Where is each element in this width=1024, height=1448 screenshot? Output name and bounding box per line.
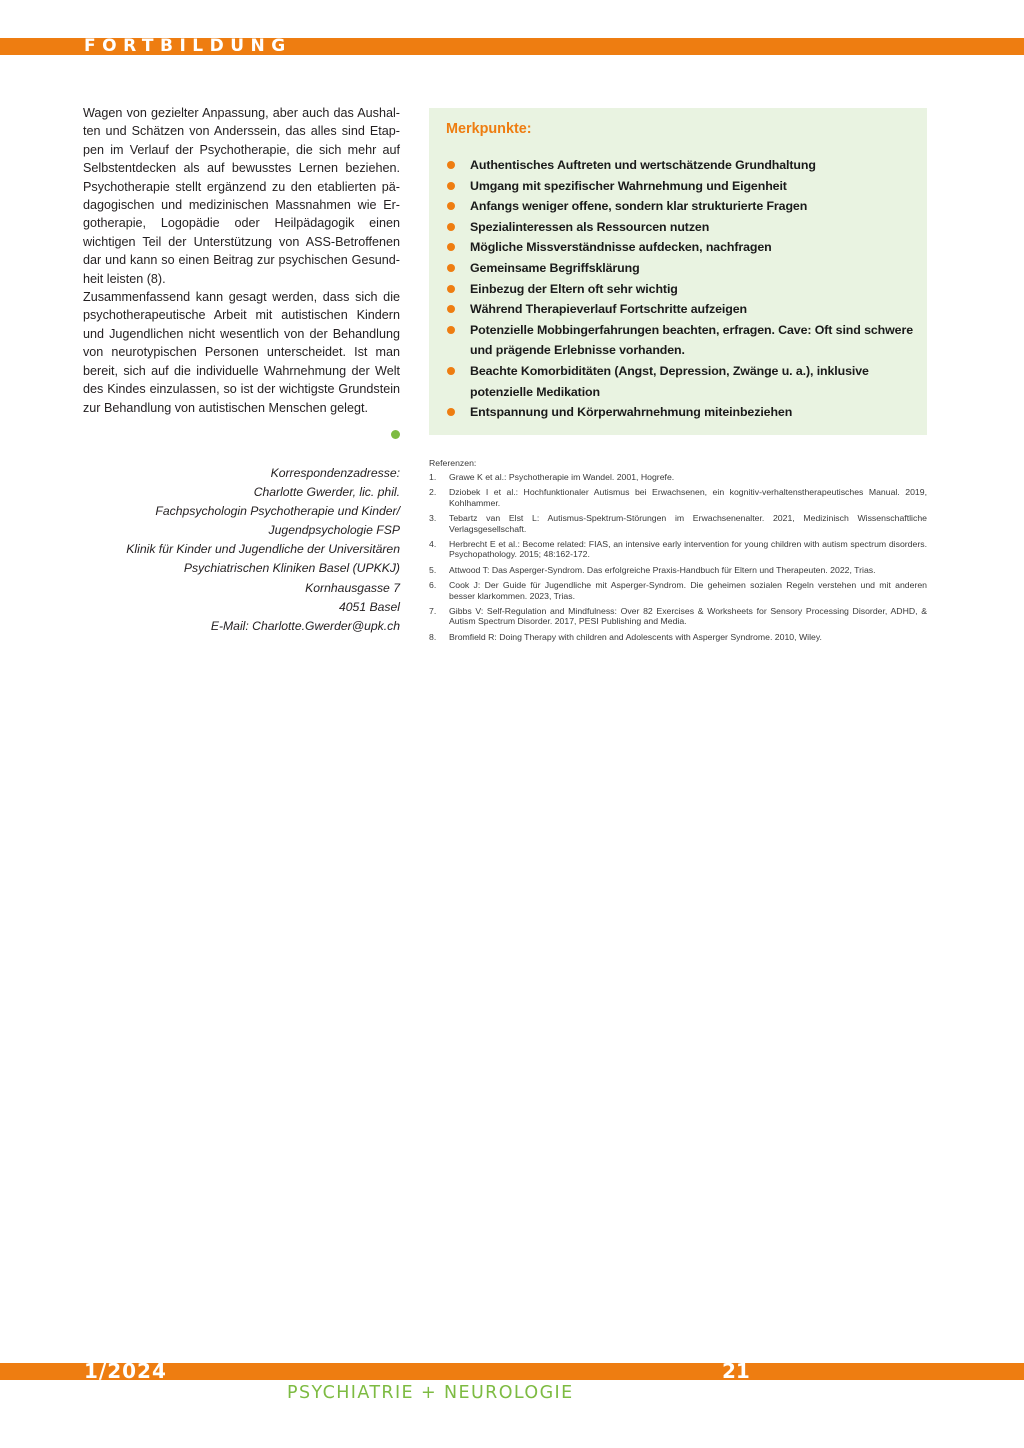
section-label: FORTBILDUNG	[84, 36, 292, 56]
merkpunkt-item: Authentisches Auftreten und wertschätzende Grundhaltung	[429, 155, 927, 176]
reference-item: 4. Herbrecht E et al.: Become related: FIAS, an intensive early intervention for young children with autism spectrum disorders. Psychopathology. 2015; 48:162-172.	[429, 539, 927, 560]
bullet-icon	[447, 408, 455, 416]
references-list	[429, 472, 927, 642]
address-title-line-2: Jugendpsychologie FSP	[268, 523, 400, 538]
bullet-icon	[447, 326, 455, 334]
merkpunkt-item: Gemeinsame Begriffsklärung	[429, 258, 927, 279]
address-label: Korrespondenzadresse:	[270, 466, 400, 480]
bullet-icon	[447, 305, 455, 313]
issue-label: 1/2024	[84, 1359, 167, 1383]
article-body	[83, 104, 400, 417]
bullet-icon	[447, 161, 455, 169]
page-number: 21	[722, 1359, 750, 1383]
reference-item: 3. Tebartz van Elst L: Autismus-Spektrum-Störungen im Erwachsenenalter. 2021, Medizinisch Wissenschaftliche Verlagsgesellschaft.	[429, 513, 927, 534]
body-paragraph-2: Zusammenfassend kann gesagt werden, dass sich die psychotherapeutische Arbeit mit autistischen Kindern und Jugendlichen nicht wesentlich von der Behandlung von neurotypischen Personen unterscheidet. Ist man bereit, sich auf die individuelle Wahrnehmung der Welt des Kindes einzulassen, so ist der wichtigste Grundstein zur Behandlung von autistischen Menschen gelegt.	[83, 290, 400, 415]
references	[429, 456, 927, 647]
body-paragraph-1: Wagen von gezielter Anpassung, aber auch das Aushalten und Schätzen von Anderssein, das alles sind Etappen im Verlauf der Psychotherapie, die sich mehr auf Selbstentdecken als auf bewusstes Lernen beziehen. Psychotherapie stellt ergänzend zu den etablierten pädagogischen und medizinischen Massnahmen wie Ergotherapie, Logopädie oder Heilpädagogik einen wichtigen Teil der Unterstützung von ASS-Betroffenen dar und kann so einen Beitrag zur psychischen Gesundheit leisten (8).	[83, 106, 400, 286]
reference-item: 7. Gibbs V: Self-Regulation and Mindfulness: Over 82 Exercises & Worksheets for Sensory Processing Disorder, ADHD, & Autism Spectrum Disorder. 2017, PESI Publishing and Media.	[429, 606, 927, 627]
reference-item: 2. Dziobek I et al.: Hochfunktionaler Autismus bei Erwachsenen, ein kognitiv-verhaltenstherapeutisches Manual. 2019, Kohlhammer.	[429, 487, 927, 508]
bullet-icon	[447, 285, 455, 293]
merkpunkte-box	[429, 108, 927, 435]
address-title-line-1: Fachpsychologin Psychotherapie und Kinder/	[155, 504, 400, 519]
bullet-icon	[447, 182, 455, 190]
address-street: Kornhausgasse 7	[305, 580, 400, 595]
correspondence-address	[70, 464, 400, 636]
journal-name: PSYCHIATRIE + NEUROLOGIE	[287, 1383, 574, 1403]
merkpunkte-list	[429, 155, 927, 423]
bullet-icon	[447, 367, 455, 375]
merkpunkt-item: Mögliche Missverständnisse aufdecken, nachfragen	[429, 237, 927, 258]
bullet-icon	[447, 264, 455, 272]
header-bar	[0, 38, 1024, 55]
address-city: 4051 Basel	[339, 599, 400, 614]
address-email[interactable]: E-Mail: Charlotte.Gwerder@upk.ch	[210, 618, 400, 633]
merkpunkt-item: Anfangs weniger offene, sondern klar strukturierte Fragen	[429, 196, 927, 217]
reference-item: 1. Grawe K et al.: Psychotherapie im Wandel. 2001, Hogrefe.	[429, 472, 675, 482]
bullet-icon	[447, 243, 455, 251]
bullet-icon	[447, 202, 455, 210]
reference-item: 8. Bromfield R: Doing Therapy with children and Adolescents with Asperger Syndrome. 2010, Wiley.	[429, 631, 822, 642]
merkpunkt-item: Während Therapieverlauf Fortschritte aufzeigen	[429, 299, 927, 320]
references-title: Referenzen:	[429, 458, 477, 468]
address-clinic-line-1: Klinik für Kinder und Jugendliche der Universitären	[126, 542, 400, 557]
merkpunkt-item: Beachte Komorbiditäten (Angst, Depression, Zwänge u. a.), inklusive potenzielle Medikation	[429, 361, 927, 402]
address-name: Charlotte Gwerder, lic. phil.	[253, 485, 400, 500]
bullet-icon	[447, 223, 455, 231]
merkpunkt-item: Umgang mit spezifischer Wahrnehmung und Eigenheit	[429, 176, 927, 197]
merkpunkt-item: Potenzielle Mobbingerfahrungen beachten, erfragen. Cave: Oft sind schwere und prägende Erlebnisse vorhanden.	[429, 320, 927, 361]
reference-item: 6. Cook J: Der Guide für Jugendliche mit Asperger-Syndrom. Die geheimen sozialen Regeln verstehen und mit anderen besser klarkommen. 2023, Trias.	[429, 580, 927, 601]
end-of-article-dot-icon	[391, 430, 400, 439]
address-clinic-line-2: Psychiatrischen Kliniken Basel (UPKKJ)	[183, 561, 400, 576]
merkpunkt-item: Einbezug der Eltern oft sehr wichtig	[429, 279, 927, 300]
merkpunkt-item: Entspannung und Körperwahrnehmung miteinbeziehen	[429, 402, 927, 423]
merkpunkt-item: Spezialinteressen als Ressourcen nutzen	[429, 217, 927, 238]
reference-item: 5. Attwood T: Das Asperger-Syndrom. Das erfolgreiche Praxis-Handbuch für Eltern und Therapeuten. 2022, Trias.	[429, 564, 876, 575]
merkpunkte-title: Merkpunkte:	[446, 121, 532, 137]
